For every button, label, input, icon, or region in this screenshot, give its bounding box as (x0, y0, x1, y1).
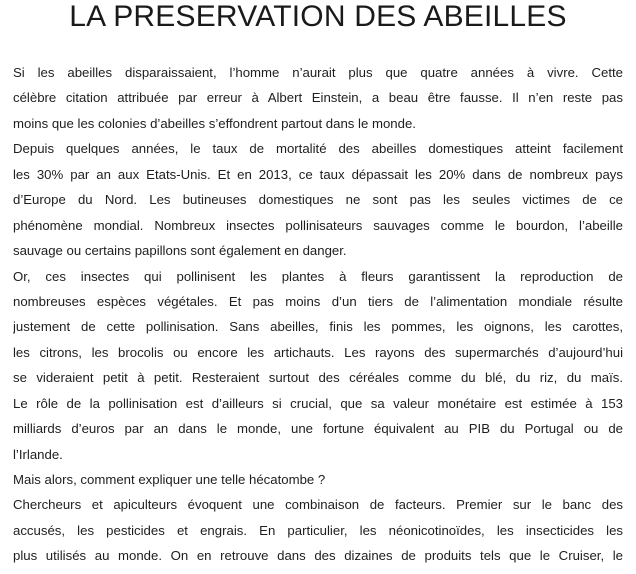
text-line: d’Europe du Nord. Les butineuses domestiques ne sont pas les seules victimes de ce (13, 192, 623, 208)
text-line: Le rôle de la pollinisation est d’ailleurs si crucial, que sa valeur monétaire est estimée à 153 (13, 395, 623, 411)
text-line: Mais alors, comment expliquer une telle hécatombe ? (13, 472, 326, 487)
text-line: justement de cette pollinisation. Sans abeilles, finis les pommes, les oignons, les carottes, (13, 319, 623, 335)
text-line: les 30% par an aux Etats-Unis. Et en 2013, ce taux dépassait les 20% dans de nombreux pays (13, 166, 623, 182)
text-line: célèbre citation attribuée par erreur à Albert Einstein, a beau être fausse. Il n’en reste pas (13, 90, 623, 106)
text-line: Or, ces insectes qui pollinisent les plantes à fleurs garantissent la reproduction de (13, 268, 623, 284)
text-line: Depuis quelques années, le taux de mortalité des abeilles domestiques atteint facilement (13, 141, 623, 157)
text-line: phénomène mondial. Nombreux insectes pollinisateurs sauvages comme le bourdon, l’abeille (13, 217, 623, 233)
document-title: LA PRESERVATION DES ABEILLES (69, 0, 567, 33)
text-line: se videraient petit à petit. Resteraient surtout des céréales comme du blé, du riz, du maïs. (13, 370, 623, 386)
text-line: Si les abeilles disparaissaient, l’homme n’aurait plus que quatre années à vivre. Cette (13, 65, 623, 80)
text-line: milliards d’euros par an dans le monde, une fortune équivalent au PIB du Portugal ou de (13, 421, 623, 437)
text-line: Chercheurs et apiculteurs évoquent une combinaison de facteurs. Premier sur le banc des (13, 497, 623, 513)
document-body (13, 60, 623, 569)
text-line: nombreuses espèces végétales. Et pas moins d’un tiers de l’alimentation mondiale résulte (13, 293, 623, 309)
text-line: moins que les colonies d’abeilles s’effondrent partout dans le monde. (13, 115, 416, 131)
text-line: les citrons, les brocolis ou encore les artichauts. Les rayons des supermarchés d’aujourd’hui (13, 344, 623, 360)
text-line: sauvage ou certains papillons sont également en danger. (13, 243, 347, 259)
text-line: l’Irlande. (13, 446, 63, 462)
text-line: accusés, les pesticides et engrais. En particulier, les néonicotinoïdes, les insecticides les (13, 522, 623, 538)
text-line: plus utilisés au monde. On en retrouve dans des dizaines de produits tels que le Cruiser, le (13, 548, 623, 564)
